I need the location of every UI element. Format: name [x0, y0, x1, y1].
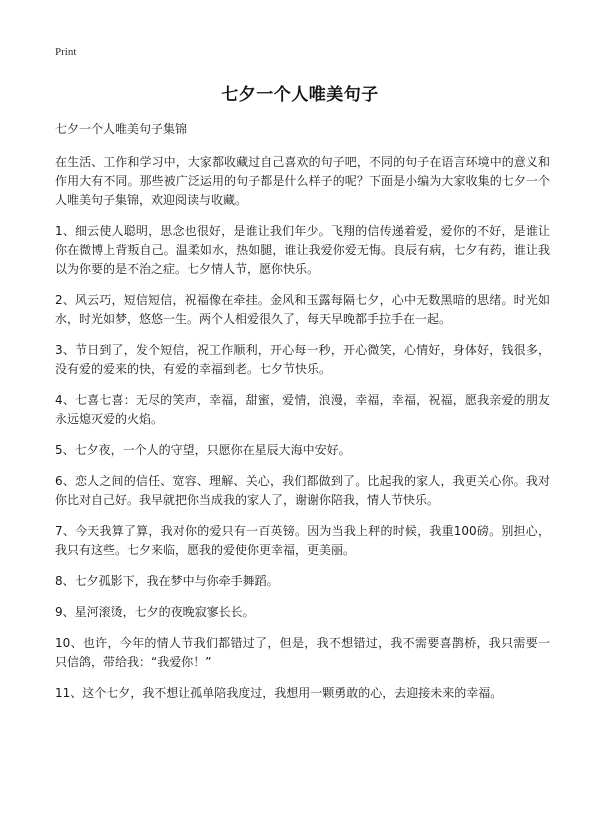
article-subtitle: 七夕一个人唯美句子集锦 [55, 122, 188, 136]
intro-paragraph: 在生活、工作和学习中，大家都收藏过自己喜欢的句子吧，不同的句子在语言环境中的意义和作用大有不同。那些被广泛运用的句子都是什么样子的呢？下面是小编为大家收集的七夕一个人唯美句子集锦，欢迎阅读与收藏。 [55, 155, 550, 207]
quote-paragraph-5: 5、七夕夜，一个人的守望，只愿你在星辰大海中安好。 [55, 443, 351, 457]
quote-paragraph-4: 4、七喜七喜：无尽的笑声，幸福，甜蜜，爱情，浪漫，幸福，幸福，祝福，愿我亲爱的朋友永远熄灭爱的火焰。 [55, 393, 550, 426]
quote-paragraph-9: 9、星河滚烫，七夕的夜晚寂寥长长。 [55, 605, 255, 619]
quote-paragraph-8: 8、七夕孤影下，我在梦中与你牵手舞蹈。 [55, 574, 279, 588]
quote-paragraph-7: 7、今天我算了算，我对你的爱只有一百英镑。因为当我上秤的时候，我重100磅。别担心，我只有这些。七夕来临，愿我的爱使你更幸福，更美丽。 [55, 524, 550, 557]
print-label[interactable]: Print [55, 46, 77, 58]
quote-paragraph-6: 6、恋人之间的信任、宽容、理解、关心，我们都做到了。比起我的家人，我更关心你。我对你比对自己好。我早就把你当成我的家人了，谢谢你陪我，情人节快乐。 [55, 474, 550, 507]
page-title: 七夕一个人唯美句子 [221, 85, 379, 105]
quote-paragraph-2: 2、风云巧，短信短信，祝福像在牵挂。金风和玉露每隔七夕，心中无数黑暗的思绪。时光如水，时光如梦，悠悠一生。两个人相爱很久了，每天早晚都手拉手在一起。 [55, 293, 550, 326]
article-body [55, 120, 550, 715]
quote-paragraph-3: 3、节日到了，发个短信，祝工作顺利，开心每一秒，开心微笑，心情好，身体好，钱很多，没有爱的爱来的快，有爱的幸福到老。七夕节快乐。 [55, 343, 550, 376]
quote-paragraph-11: 11、这个七夕，我不想让孤单陪我度过，我想用一颗勇敢的心，去迎接未来的幸福。 [55, 686, 503, 700]
quote-paragraph-1: 1、细云使人聪明，思念也很好，是谁让我们年少。飞翔的信传递着爱，爱你的不好，是谁让你在微博上背叛自己。温柔如水，热如腿，谁让我爱你爱无悔。良辰有病，七夕有药，谁让我以为你要的是不治之症。七夕情人节，愿你快乐。 [55, 224, 550, 276]
quote-paragraph-10: 10、也许，今年的情人节我们都错过了，但是，我不想错过，我不需要喜鹊桥，我只需要一只信鸽，带给我：“我爱你！” [55, 636, 550, 669]
